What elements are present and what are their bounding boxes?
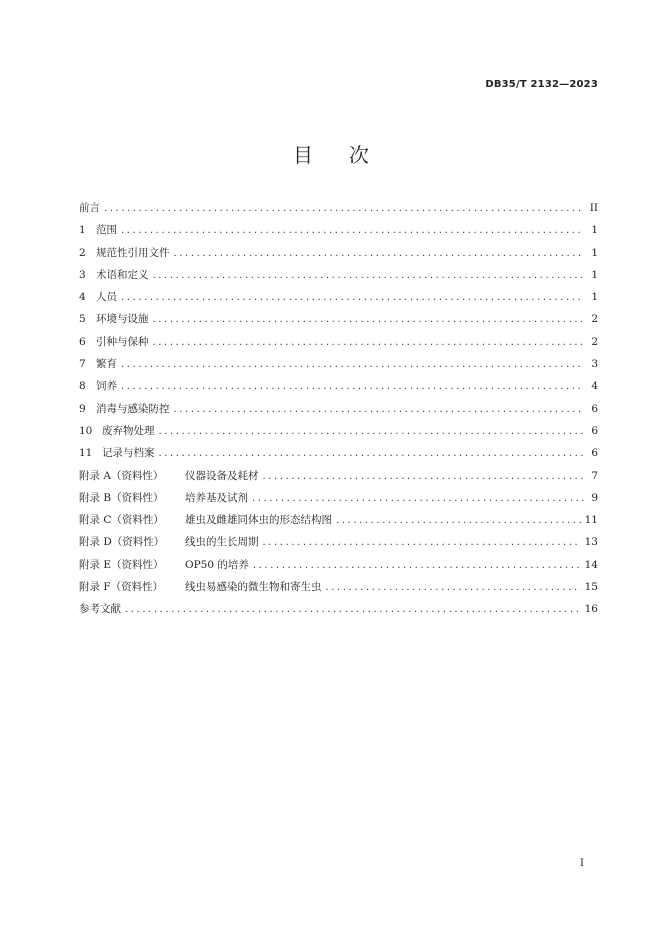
toc-entry-label: 术语和定义 [96,268,149,281]
toc-entry-label: 参考文献 [79,603,121,616]
toc-entry-page: 16 [584,603,598,616]
toc-entry-number: 2 [79,246,86,259]
toc-entry-page: 6 [591,424,598,437]
toc-entry-number: 6 [79,335,86,348]
toc-appendix-tag: 附录 C（资料性） [79,514,164,527]
toc-entry-page: 7 [591,469,598,482]
toc-entry-number: 8 [79,380,86,393]
toc-entry-10[interactable] [79,423,598,445]
page-number: I [580,858,584,869]
toc-entry-label: 培养基及试剂 [185,491,248,504]
toc-entry-number: 4 [79,291,86,304]
toc-entry-label: 记录与档案 [102,447,155,460]
toc-entry-6[interactable] [79,334,598,356]
toc-entry-page: 3 [591,358,598,371]
title-char-1: 目 [293,143,313,167]
toc-entry-11[interactable] [79,445,598,467]
toc-entry-number: 9 [79,402,86,415]
toc-appendix-tag: 附录 D（资料性） [79,536,165,549]
toc-entry-page: 9 [591,491,598,504]
toc-entry-foreword[interactable] [79,200,598,222]
toc-entry-appendix-e[interactable] [79,557,598,579]
toc-entry-number: 10 [79,424,93,437]
title-char-2: 次 [349,143,369,167]
toc-entry-label: 饲养 [96,380,117,393]
toc-entry-page: 6 [591,402,598,415]
toc-entry-label: 线虫易感染的微生物和寄生虫 [185,581,322,594]
toc-entry-page: 6 [591,447,598,460]
document-code: DB35/T 2132—2023 [485,79,598,90]
toc-entry-label: 环境与设施 [96,313,149,326]
toc-entry-label: 前言 [79,202,100,214]
toc-entry-1[interactable] [79,222,598,244]
toc-entry-4[interactable] [79,289,598,311]
toc-entry-label: 废弃物处理 [102,424,155,437]
toc-entry-page: 1 [591,268,598,281]
table-of-contents [79,200,598,624]
toc-leader-dots [174,248,585,259]
toc-entry-page: 14 [584,558,598,571]
toc-leader-dots [326,582,581,593]
toc-entry-2[interactable] [79,245,598,267]
toc-entry-page: 4 [591,380,598,393]
toc-leader-dots [125,604,581,615]
toc-entry-appendix-f[interactable] [79,579,598,601]
toc-entry-9[interactable] [79,401,598,423]
toc-entry-page: 1 [591,246,598,259]
page-title [0,139,662,168]
toc-entry-8[interactable] [79,378,598,400]
toc-appendix-tag: 附录 E（资料性） [79,558,164,571]
toc-appendix-tag: 附录 F（资料性） [79,581,164,594]
toc-leader-dots [263,537,581,548]
toc-entry-label: 仪器设备及耗材 [185,469,259,482]
toc-entry-page: II [589,202,598,214]
toc-leader-dots [159,448,585,459]
toc-leader-dots [153,337,585,348]
toc-entry-7[interactable] [79,356,598,378]
toc-entry-page: 1 [591,291,598,304]
toc-entry-page: 2 [591,335,598,348]
toc-entry-number: 3 [79,268,86,281]
toc-entry-number: 5 [79,313,86,326]
toc-leader-dots [174,404,585,415]
toc-leader-dots [153,314,585,325]
toc-leader-dots [153,270,585,281]
toc-entry-number: 11 [79,447,93,460]
toc-leader-dots [159,426,585,437]
toc-appendix-tag: 附录 B（资料性） [79,491,164,504]
toc-entry-page: 1 [591,224,598,237]
toc-entry-5[interactable] [79,311,598,333]
toc-entry-label: 消毒与感染防控 [96,402,170,415]
toc-appendix-tag: 附录 A（资料性） [79,469,164,482]
toc-entry-page: 13 [584,536,598,549]
toc-entry-references[interactable] [79,601,598,623]
toc-entry-appendix-c[interactable] [79,512,598,534]
toc-leader-dots [121,225,584,236]
toc-entry-label: 规范性引用文件 [96,246,170,259]
toc-entry-page: 15 [584,581,598,594]
toc-entry-label: OP50 的培养 [185,558,249,571]
toc-entry-label: 雄虫及雌雄同体虫的形态结构图 [185,514,332,527]
toc-leader-dots [263,471,585,482]
toc-entry-number: 1 [79,224,86,237]
toc-leader-dots [121,381,584,392]
toc-entry-label: 引种与保种 [96,335,149,348]
toc-leader-dots [121,292,584,303]
toc-entry-appendix-b[interactable] [79,490,598,512]
toc-entry-label: 范围 [96,224,117,237]
toc-leader-dots [104,203,584,214]
toc-entry-appendix-a[interactable] [79,468,598,490]
toc-leader-dots [121,359,584,370]
toc-leader-dots [336,515,581,526]
toc-entry-number: 7 [79,358,86,371]
toc-entry-3[interactable] [79,267,598,289]
toc-entry-appendix-d[interactable] [79,534,598,556]
toc-entry-label: 线虫的生长周期 [185,536,259,549]
toc-leader-dots [253,560,581,571]
toc-entry-label: 繁育 [96,358,117,371]
toc-leader-dots [252,493,584,504]
toc-entry-page: 2 [591,313,598,326]
toc-entry-label: 人员 [96,291,117,304]
toc-entry-page: 11 [584,514,598,527]
